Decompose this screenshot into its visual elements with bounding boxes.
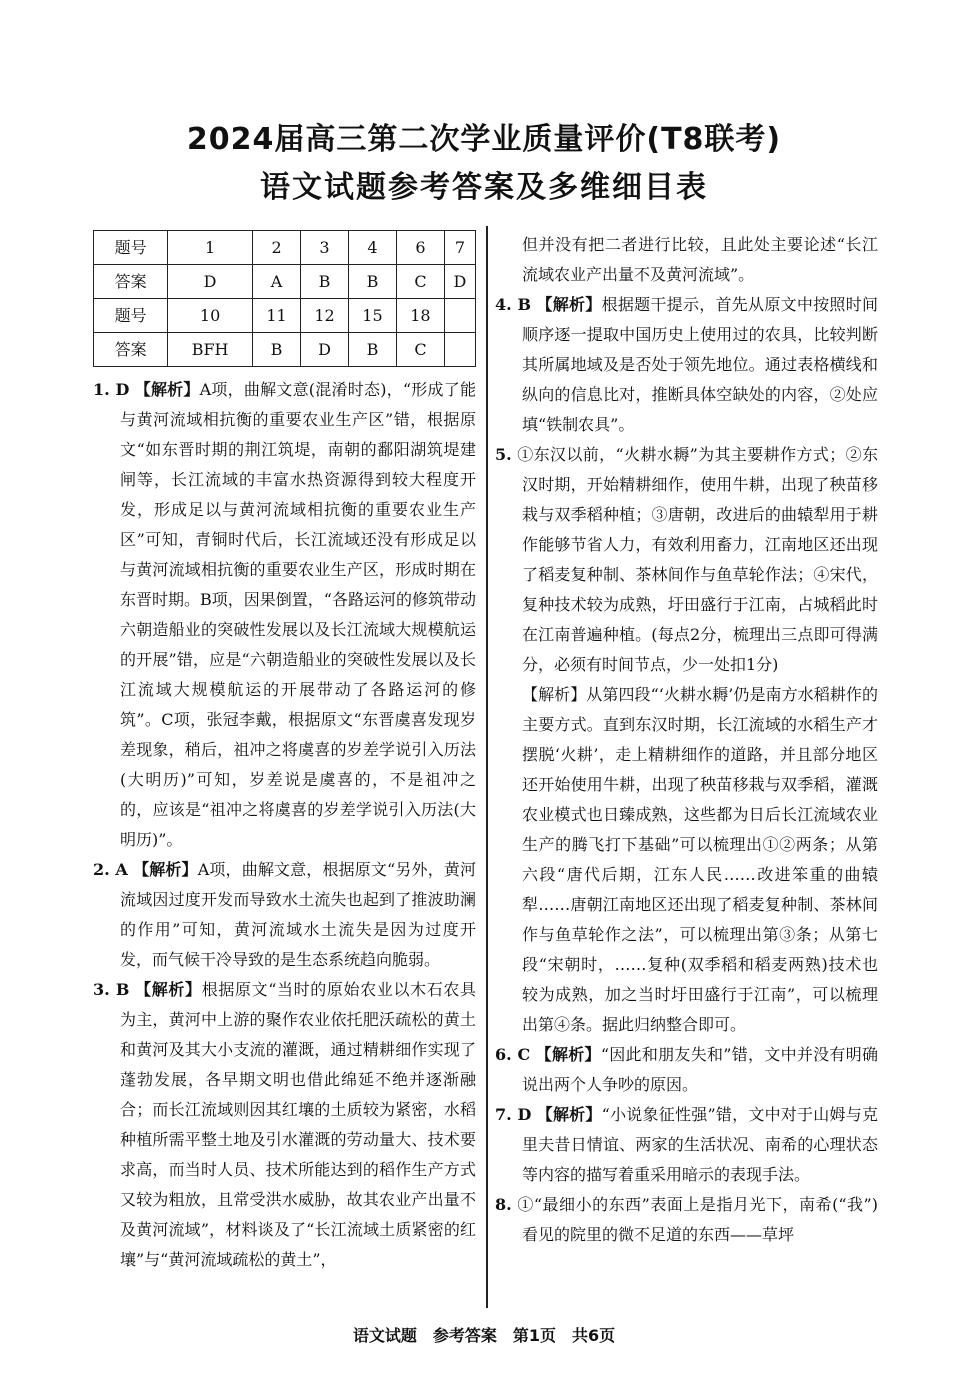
answer-item <box>495 440 878 680</box>
analysis-tag: 【解析】 <box>134 380 200 399</box>
item-number: 7. D <box>495 1105 532 1124</box>
item-text: 从第四段“‘火耕水耨’仍是南方水稻耕作的主要方式。直到东汉时期，长江流域的水稻生产才摆脱‘火耕’，走上精耕细作的道路，并且部分地区还开始使用牛耕，出现了秧苗移栽与双季稻，灌溉农业模式也日臻成熟，这些都为日后长江流域农业生产的腾飞打下基础”可以梳理出①②两条；从第六段“唐代后期，江东人民……改进笨重的曲辕犁……唐朝江南地区还出现了稻麦复种制、茶林间作与鱼草轮作之法”，可以梳理出第③条；从第七段“宋朝时，……复种(双季稻和稻麦两熟)技术也较为成熟，加之当时圩田盛行于江南”，可以梳理出第④条。据此归纳整合即可。 <box>522 685 878 1034</box>
table-cell: D <box>168 265 253 299</box>
analysis-tag: 【解析】 <box>536 1105 602 1124</box>
table-cell <box>444 299 475 333</box>
table-cell: 1 <box>168 231 253 265</box>
table-cell: A <box>253 265 301 299</box>
answer-item <box>495 290 878 440</box>
answer-item <box>93 375 476 855</box>
answer-item <box>495 1190 878 1250</box>
answer-item <box>495 680 878 1040</box>
item-number: 5. <box>495 445 512 464</box>
table-cell: D <box>301 333 349 367</box>
answer-item <box>495 230 878 290</box>
table-cell: 3 <box>301 231 349 265</box>
answer-table <box>93 230 476 367</box>
analysis-tag: 【解析】 <box>133 860 198 879</box>
table-cell: C <box>396 333 444 367</box>
table-cell: B <box>348 333 396 367</box>
analysis-tag: 【解析】 <box>522 685 587 704</box>
table-row-header: 答案 <box>94 333 168 367</box>
analysis-tag: 【解析】 <box>535 1045 601 1064</box>
item-number: 4. B <box>495 295 532 314</box>
item-text: A项，曲解文意，根据原文“另外，黄河流域因过度开发而导致水土流失也起到了推波助澜的作用”可知，黄河流域水土流失是因为过度开发，而气候干冷导致的是生态系统趋向脆弱。 <box>120 860 476 969</box>
page-footer: 语文试题 参考答案 第1页 共6页 <box>352 1326 616 1345</box>
table-cell: C <box>396 265 444 299</box>
table-cell <box>444 333 475 367</box>
column-divider <box>486 226 488 1308</box>
item-number: 2. A <box>93 860 128 879</box>
item-text: ①“最细小的东西”表面上是指月光下，南希(“我”)看见的院里的微不足道的东西——草坪 <box>517 1195 878 1244</box>
left-column <box>93 230 476 1275</box>
table-cell: 6 <box>396 231 444 265</box>
answer-item <box>495 1100 878 1190</box>
table-cell: 11 <box>253 299 301 333</box>
table-row <box>94 265 476 299</box>
item-text: 根据原文“当时的原始农业以木石农具为主，黄河中上游的聚作农业依托肥沃疏松的黄土和黄河及其大小支流的灌溉，通过精耕细作实现了蓬勃发展，各早期文明也借此绵延不绝并逐渐融合；而长江流域则因其红壤的土质较为紧密，水稻种植所需平整土地及引水灌溉的劳动量大、技术要求高，而当时人员、技术所能达到的稻作生产方式又较为粗放，且常受洪水威胁，故其农业产出量不及黄河流域”，材料谈及了“长江流域土质紧密的红壤”与“黄河流域疏松的黄土”， <box>120 980 476 1269</box>
item-number: 6. C <box>495 1045 531 1064</box>
table-row-header: 题号 <box>94 231 168 265</box>
item-text: 但并没有把二者进行比较，且此处主要论述“长江流域农业产出量不及黄河流域”。 <box>522 235 878 284</box>
table-cell: 18 <box>396 299 444 333</box>
answer-item <box>495 1040 878 1100</box>
analysis-tag: 【解析】 <box>135 980 202 999</box>
item-number: 8. <box>495 1195 512 1214</box>
right-column <box>495 230 878 1250</box>
item-number: 1. D <box>93 380 130 399</box>
table-row <box>94 299 476 333</box>
table-row-header: 题号 <box>94 299 168 333</box>
table-cell: 2 <box>253 231 301 265</box>
item-text: “小说象征性强”错，文中对于山姆与克里夫昔日情谊、两家的生活状况、南希的心理状态等内容的描写着重采用暗示的表现手法。 <box>522 1105 878 1184</box>
table-cell: D <box>444 265 475 299</box>
table-cell: 10 <box>168 299 253 333</box>
table-cell: B <box>253 333 301 367</box>
table-cell: BFH <box>168 333 253 367</box>
answer-item <box>93 975 476 1275</box>
table-cell: 4 <box>348 231 396 265</box>
table-cell: B <box>301 265 349 299</box>
title-line-2: 语文试题参考答案及多维细目表 <box>260 170 708 205</box>
title-line-1: 2024届高三第二次学业质量评价(T8联考) <box>186 122 782 157</box>
item-text: 根据题干提示，首先从原文中按照时间顺序逐一提取中国历史上使用过的农具，比较判断其所属地域及是否处于领先地位。通过表格横线和纵向的信息比对，推断具体空缺处的内容，②处应填“铁制农具”。 <box>522 295 878 434</box>
answer-item <box>93 855 476 975</box>
item-text: A项，曲解文意(混淆时态)，“形成了能与黄河流域相抗衡的重要农业生产区”错，根据原文“如东晋时期的荆江筑堤，南朝的鄱阳湖筑堤建闸等，长江流域的丰富水热资源得到较大程度开发，形成足以与黄河流域相抗衡的重要农业生产区”可知，青铜时代后，长江流域还没有形成足以与黄河流域相抗衡的重要农业生产区，形成时期在东晋时期。B项，因果倒置，“各路运河的修筑带动六朝造船业的突破性发展以及长江流域大规模航运的开展”错，应是“六朝造船业的突破性发展以及长江流域大规模航运的开展带动了各路运河的修筑”。C项，张冠李戴，根据原文“东晋虞喜发现岁差现象，稍后，祖冲之将虞喜的岁差学说引入历法(大明历)”可知，岁差说是虞喜的，不是祖冲之的，应该是“祖冲之将虞喜的岁差学说引入历法(大明历)”。 <box>120 380 476 849</box>
table-row-header: 答案 <box>94 265 168 299</box>
table-row <box>94 231 476 265</box>
table-cell: 7 <box>444 231 475 265</box>
table-cell: 12 <box>301 299 349 333</box>
item-text: “因此和朋友失和”错，文中并没有明确说出两个人争吵的原因。 <box>522 1045 878 1094</box>
right-items <box>495 230 878 1250</box>
item-number: 3. B <box>93 980 130 999</box>
item-text: ①东汉以前，“火耕水耨”为其主要耕作方式；②东汉时期，开始精耕细作，使用牛耕，出现了秧苗移栽与双季稻种植；③唐朝，改进后的曲辕犁用于耕作能够节省人力，有效利用畜力，江南地区还出现了稻麦复种制、茶林间作与鱼草轮作法；④宋代，复种技术较为成熟，圩田盛行于江南，占城稻此时在江南普遍种植。(每点2分，梳理出三点即可得满分，必须有时间节点，少一处扣1分) <box>517 445 878 674</box>
table-cell: 15 <box>348 299 396 333</box>
table-cell: B <box>348 265 396 299</box>
analysis-tag: 【解析】 <box>536 295 602 314</box>
table-row <box>94 333 476 367</box>
left-items <box>93 375 476 1275</box>
